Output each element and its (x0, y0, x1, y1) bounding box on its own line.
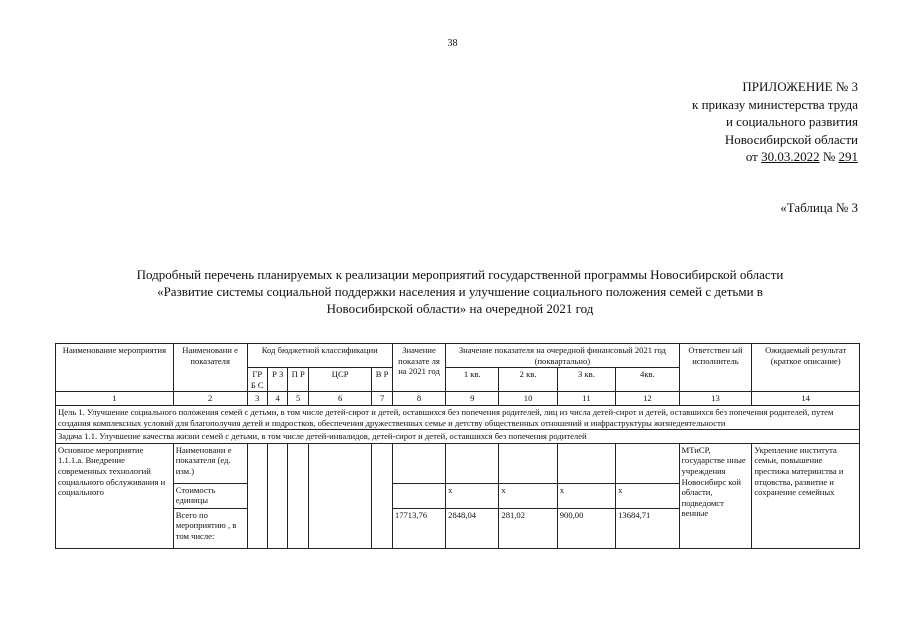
column-number: 13 (679, 392, 752, 406)
header-expected-result: Ожидаемый результат (краткое описание) (752, 344, 860, 392)
pr-cell (288, 443, 308, 548)
header-q1: 1 кв. (446, 368, 499, 392)
indicator-cell: Всего по мероприятию , в том числе: (173, 508, 247, 548)
column-number: 6 (308, 392, 371, 406)
header-q2: 2 кв. (499, 368, 557, 392)
date-prefix: от (745, 149, 762, 164)
value-cell (392, 483, 445, 508)
column-number: 12 (616, 392, 680, 406)
header-q4: 4кв. (616, 368, 680, 392)
annex-header (692, 78, 858, 166)
order-number: 291 (838, 149, 858, 164)
q2-cell: x (499, 483, 557, 508)
q1-cell: 2848,04 (446, 508, 499, 548)
column-number: 7 (372, 392, 393, 406)
column-number: 9 (446, 392, 499, 406)
annex-line-order: к приказу министерства труда (692, 96, 858, 112)
goal-text: Цель 1. Улучшение социального положения семей с детьми, в том числе детей-сирот и детей, оставшихся без попечения родителей, лиц из числа детей-сирот и детей, оставшихся без попечения родителей, путем создания комплексных условий для благополучия детей и подростков, обеспечения дружественных семье и детству общественных отношений и инфраструктуры жизнедеятельности (56, 405, 860, 429)
heading-line-2: «Развитие системы социальной поддержки населения и улучшение социального положения семей с детьми в (157, 284, 763, 299)
header-pr: П Р (288, 368, 308, 392)
column-number: 2 (173, 392, 247, 406)
annex-line-region: Новосибирской области (724, 131, 858, 147)
q4-cell: 13684,71 (616, 508, 680, 548)
rz-cell (267, 443, 287, 548)
column-number-row (56, 392, 860, 406)
annex-title: ПРИЛОЖЕНИЕ № 3 (742, 79, 858, 94)
q2-cell: 281,02 (499, 508, 557, 548)
header-budget-code: Код бюджетной классификации (247, 344, 392, 368)
annex-date-line (692, 148, 858, 166)
expected-result-cell: Укрепление института семьи, повышение престижа материнства и отцовства, развитие и сохранение семейных (752, 443, 860, 548)
header-row-1 (56, 344, 860, 368)
order-date: 30.03.2022 (761, 149, 820, 164)
csr-cell (308, 443, 371, 548)
q1-cell: x (446, 483, 499, 508)
q4-cell: x (616, 483, 680, 508)
vr-cell (372, 443, 393, 548)
q3-cell (557, 443, 615, 483)
q3-cell: 900,00 (557, 508, 615, 548)
page-number: 38 (447, 38, 458, 49)
indicator-cell: Наименовани е показателя (ед. изм.) (173, 443, 247, 483)
document-heading (60, 266, 860, 317)
annex-line-ministry: и социального развития (725, 114, 858, 129)
value-cell (392, 443, 445, 483)
header-responsible: Ответствен ый исполнитель (679, 344, 752, 392)
header-grbs: ГР Б С (247, 368, 267, 392)
header-value-2021: Значение показате ля на 2021 год (392, 344, 445, 392)
header-vr: В Р (372, 368, 393, 392)
column-number: 3 (247, 392, 267, 406)
column-number: 10 (499, 392, 557, 406)
column-number: 5 (288, 392, 308, 406)
column-number: 1 (56, 392, 174, 406)
q1-cell (446, 443, 499, 483)
responsible-cell: МТиСР, государстве нные учреждения Новосибирс кой области, подведомст венные (679, 443, 752, 548)
header-q3: 3 кв. (557, 368, 615, 392)
q3-cell: x (557, 483, 615, 508)
table-row (56, 443, 860, 483)
value-cell: 17713,76 (392, 508, 445, 548)
grbs-cell (247, 443, 267, 548)
indicator-cell: Стоимость единицы (173, 483, 247, 508)
event-cell: Основное мероприятие 1.1.1.а. Внедрение современных технологий социального обслуживания и социального (56, 443, 174, 548)
events-table (55, 343, 860, 549)
header-rz: Р З (267, 368, 287, 392)
column-number: 14 (752, 392, 860, 406)
heading-line-1: Подробный перечень планируемых к реализации мероприятий государственной программы Новосибирской области (136, 267, 784, 282)
header-csr: ЦСР (308, 368, 371, 392)
column-number: 8 (392, 392, 445, 406)
goal-row (56, 405, 860, 429)
task-row (56, 430, 860, 444)
q4-cell (616, 443, 680, 483)
number-prefix: № (819, 149, 839, 164)
q2-cell (499, 443, 557, 483)
header-event-name: Наименование мероприятия (56, 344, 174, 392)
header-quarterly: Значение показателя на очередной финансовый 2021 год (поквартально) (446, 344, 679, 368)
column-number: 11 (557, 392, 615, 406)
table-label: «Таблица № 3 (780, 200, 858, 215)
header-indicator-name: Наименовани е показателя (173, 344, 247, 392)
column-number: 4 (267, 392, 287, 406)
task-text: Задача 1.1. Улучшение качества жизни семей с детьми, в том числе детей-инвалидов, детей-сирот и детей, оставшихся без попечения родителей (56, 430, 860, 444)
heading-line-3: Новосибирской области» на очередной 2021 год (326, 301, 594, 316)
